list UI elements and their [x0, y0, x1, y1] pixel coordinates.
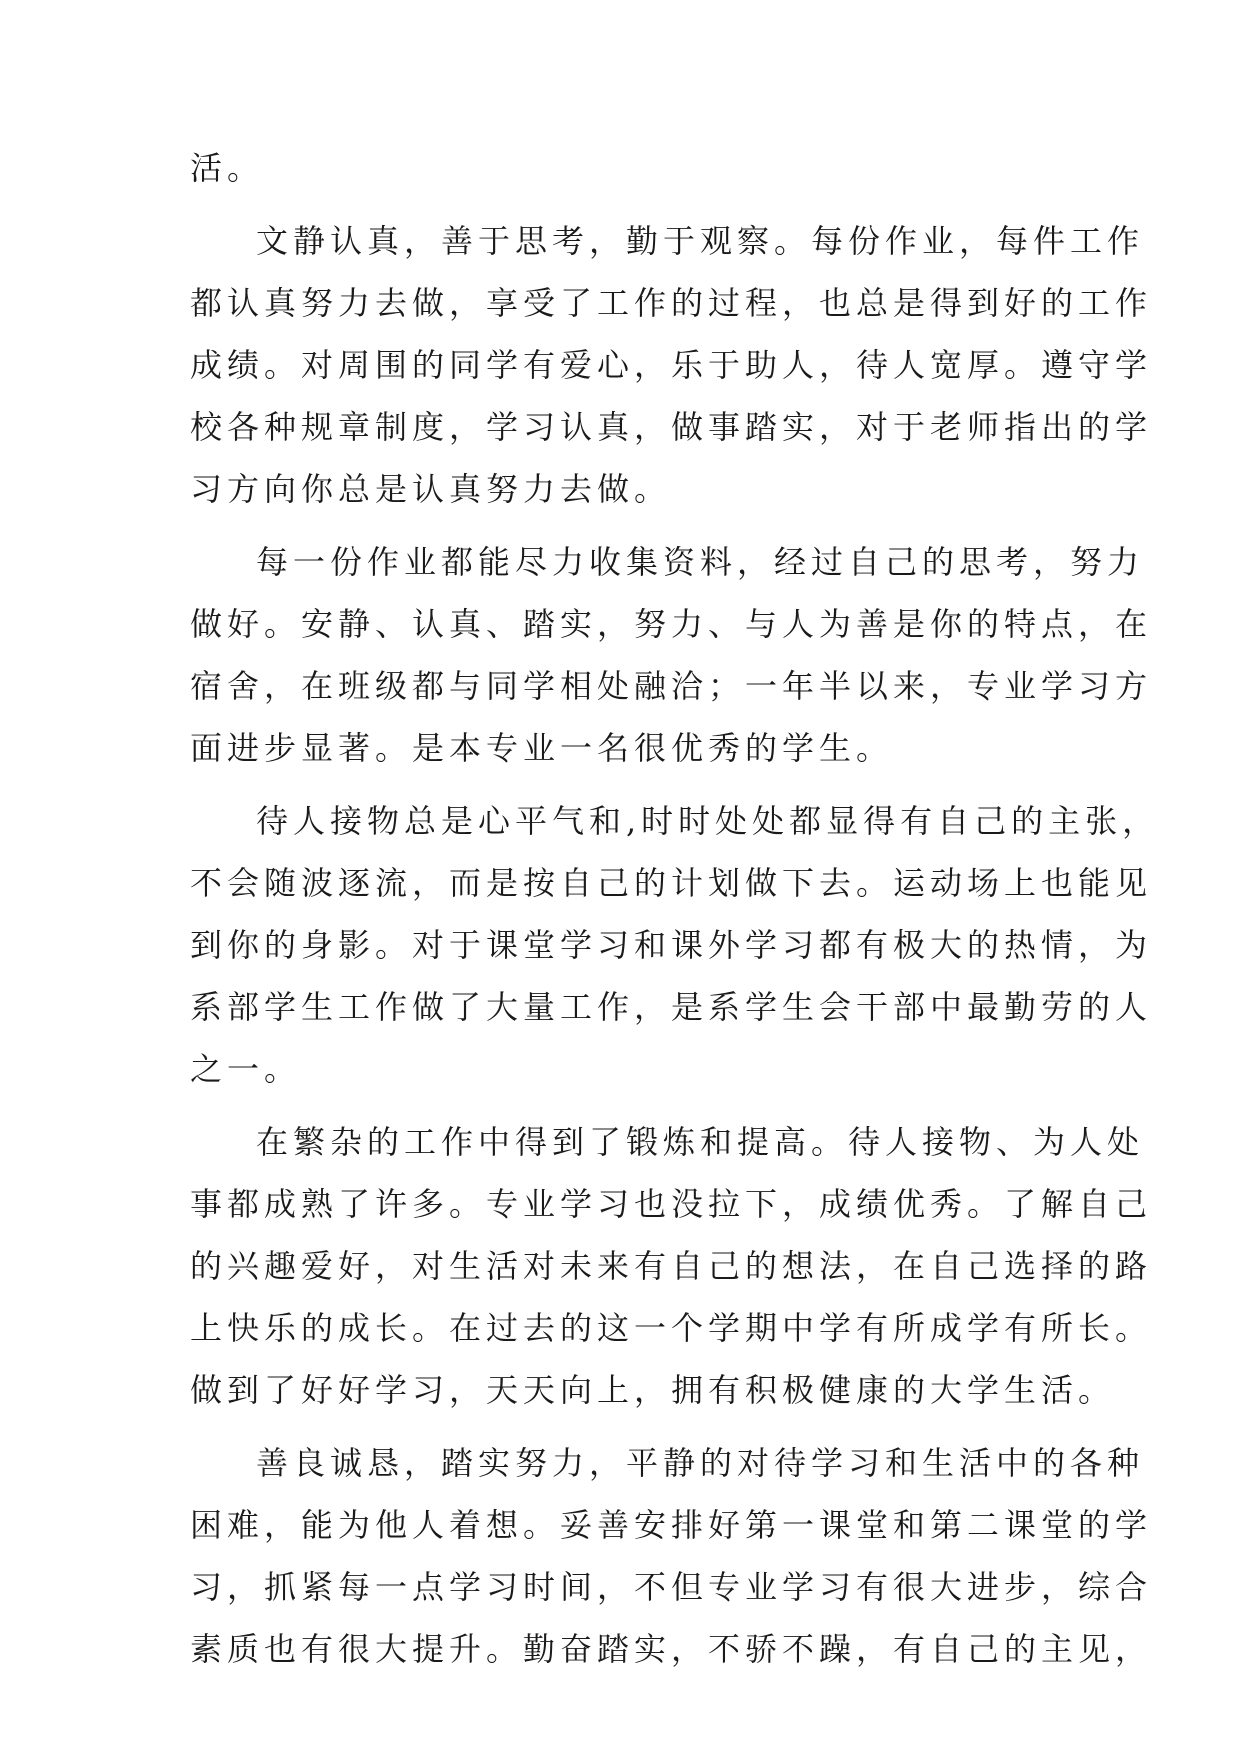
paragraph-first-line: 文静认真，善于思考，勤于观察。每份作业，每件工作: [256, 222, 1145, 260]
paragraph-first-line: 在繁杂的工作中得到了锻炼和提高。待人接物、为人处: [256, 1123, 1145, 1161]
paragraph-first-line: 善良诚恳，踏实努力，平静的对待学习和生活中的各种: [256, 1444, 1145, 1482]
text-line: 校各种规章制度，学习认真，做事踏实，对于老师指出的学: [190, 408, 1153, 446]
text-line: 面进步显著。是本专业一名很优秀的学生。: [190, 729, 894, 767]
text-line: 上快乐的成长。在过去的这一个学期中学有所成学有所长。: [190, 1309, 1153, 1347]
text-line: 到你的身影。对于课堂学习和课外学习都有极大的热情，为: [190, 926, 1153, 964]
text-line: 活。: [190, 149, 265, 187]
text-line: 宿舍，在班级都与同学相处融洽；一年半以来，专业学习方: [190, 667, 1153, 705]
paragraph-first-line: 每一份作业都能尽力收集资料，经过自己的思考，努力: [256, 543, 1145, 581]
text-line: 素质也有很大提升。勤奋踏实，不骄不躁，有自己的主见，: [190, 1630, 1153, 1668]
text-line: 的兴趣爱好，对生活对未来有自己的想法，在自己选择的路: [190, 1247, 1153, 1285]
text-line: 都认真努力去做，享受了工作的过程，也总是得到好的工作: [190, 284, 1153, 322]
text-line: 做到了好好学习，天天向上，拥有积极健康的大学生活。: [190, 1371, 1116, 1409]
text-line: 不会随波逐流，而是按自己的计划做下去。运动场上也能见: [190, 864, 1153, 902]
text-line: 成绩。对周围的同学有爱心，乐于助人，待人宽厚。遵守学: [190, 346, 1153, 384]
paragraph-first-line: 待人接物总是心平气和,时时处处都显得有自己的主张，: [256, 802, 1160, 840]
text-line: 困难，能为他人着想。妥善安排好第一课堂和第二课堂的学: [190, 1506, 1153, 1544]
text-line: 习，抓紧每一点学习时间，不但专业学习有很大进步，综合: [190, 1568, 1153, 1606]
text-line: 做好。安静、认真、踏实，努力、与人为善是你的特点，在: [190, 605, 1153, 643]
text-line: 系部学生工作做了大量工作，是系学生会干部中最勤劳的人: [190, 988, 1153, 1026]
text-line: 之一。: [190, 1050, 302, 1088]
text-line: 事都成熟了许多。专业学习也没拉下，成绩优秀。了解自己: [190, 1185, 1153, 1223]
text-line: 习方向你总是认真努力去做。: [190, 470, 672, 508]
